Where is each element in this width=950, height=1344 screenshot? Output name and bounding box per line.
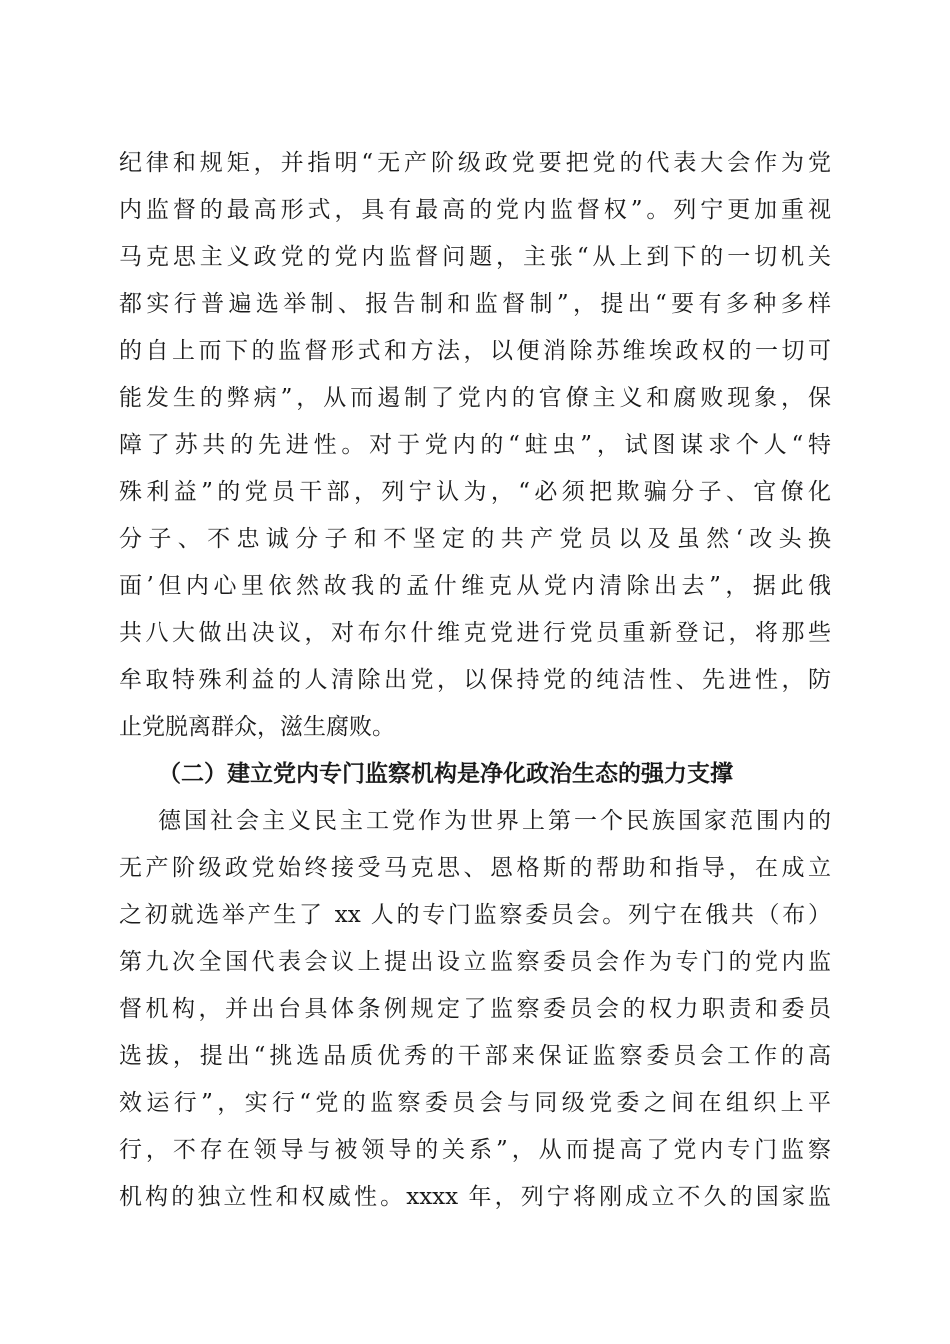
paragraph-line: 的自上而下的监督形式和方法，以便消除苏维埃政权的一切可	[119, 338, 831, 364]
paragraph-line: 面’但内心里依然故我的孟什维克从党内清除出去”，据此俄	[119, 573, 831, 599]
paragraph-line: 共八大做出决议，对布尔什维克党进行党员重新登记，将那些	[119, 620, 831, 646]
paragraph-line: 机构的独立性和权威性。xxxx 年，列宁将刚成立不久的国家监	[119, 1184, 831, 1210]
paragraph-line: 德国社会主义民主工党作为世界上第一个民族国家范围内的	[158, 808, 831, 834]
paragraph-line: 止党脱离群众，滋生腐败。	[119, 714, 395, 740]
paragraph-line: 纪律和规矩，并指明“无产阶级政党要把党的代表大会作为党	[119, 150, 831, 176]
paragraph-line: 无产阶级政党始终接受马克思、恩格斯的帮助和指导，在成立	[119, 855, 831, 881]
paragraph-line: 殊利益”的党员干部，列宁认为，“必须把欺骗分子、官僚化	[119, 479, 831, 505]
paragraph-line: 能发生的弊病”，从而遏制了党内的官僚主义和腐败现象，保	[119, 385, 831, 411]
paragraph-line: 内监督的最高形式，具有最高的党内监督权”。列宁更加重视	[119, 197, 831, 223]
paragraph-line: 都实行普遍选举制、报告制和监督制”，提出“要有多种多样	[119, 291, 831, 317]
paragraph-line: 牟取特殊利益的人清除出党，以保持党的纯洁性、先进性，防	[119, 667, 831, 693]
paragraph-line: 马克思主义政党的党内监督问题，主张“从上到下的一切机关	[119, 244, 831, 270]
paragraph-line: 障了苏共的先进性。对于党内的“蛀虫”，试图谋求个人“特	[119, 432, 831, 458]
paragraph-line: 第九次全国代表会议上提出设立监察委员会作为专门的党内监	[119, 949, 831, 975]
paragraph-line: 效运行”，实行“党的监察委员会与同级党委之间在组织上平	[119, 1090, 831, 1116]
paragraph-line: 行，不存在领导与被领导的关系”，从而提高了党内专门监察	[119, 1137, 831, 1163]
paragraph-line: 分子、不忠诚分子和不坚定的共产党员以及虽然‘改头换	[119, 526, 831, 552]
paragraph-line: 督机构，并出台具体条例规定了监察委员会的权力职责和委员	[119, 996, 831, 1022]
paragraph-line: 选拔，提出“挑选品质优秀的干部来保证监察委员会工作的高	[119, 1043, 831, 1069]
section-heading: （二）建立党内专门监察机构是净化政治生态的强力支撑	[158, 760, 733, 787]
paragraph-line: 之初就选举产生了 xx 人的专门监察委员会。列宁在俄共（布）	[119, 902, 831, 928]
